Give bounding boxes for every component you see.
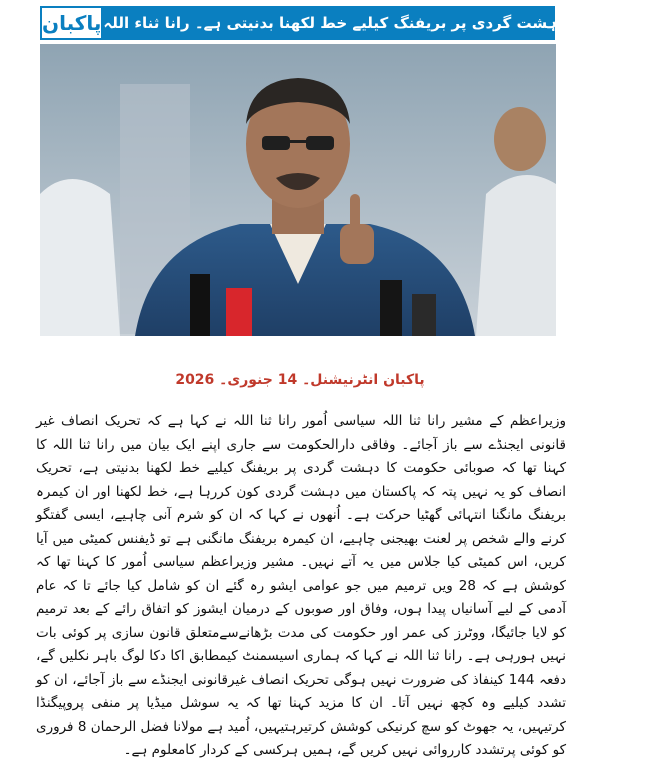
headline-text: حکومت کا دہشت گردی پر بریفنگ کیلیے خط لکھنا بدنیتی ہے۔ رانا ثناء اللہ bbox=[103, 14, 643, 32]
article-body: وزیراعظم کے مشیر رانا ثنا اللہ سیاسی اُمور رانا ثنا اللہ نے کہا ہے کہ تحریک انصاف غیر قانونی ایجنڈے سے باز آجائے۔ وفاقی دارالحکومت سے جاری اپنے ایک بیان میں رانا ثنا اللہ کا کہنا تھا کہ صوبائی حکومت کا دہشت گردی پر بریفنگ کیلیے خط لکھنا بدنیتی ہے، تحریک انصاف کو یہ نہیں پتہ کہ پاکستان میں دہشت گردی کون کررہا ہے، خط لکھنا اور ان کیمرہ بریفنگ مانگنا انتہائی گھٹیا حرکت ہے۔ اُنھوں نے کہا کہ ان کو شرم آنی چاہیے، ایسی گفتگو کرنے والے شخص پر لعنت بھیجنی چاہیے، ان کیمرہ بریفنگ مانگنی ہے تو ڈیفنس کمیٹی میں آیا کریں، اس کمیٹی کیا جلاس میں یہ آتے نہیں۔ مشیر وزیراعظم سیاسی اُمور کا کہنا تھا کہ کوشش ہے کہ 28 ویں ترمیم میں جو عوامی ایشو رہ گئے ان کو شامل کیا جائے تا کہ عام آدمی کے لیے آسانیاں پیدا ہوں، وفاق اور صوبوں کے درمیان ایشوز کو اتفاق رائے کے بعد ترمیم کو لایا جائیگا، ووٹرز کی عمر اور حکومت کی مدت بڑھانےسےمتعلق قانون سازی پر کوئی بات نہیں ہورہی ہے۔ رانا ثنا اللہ نے کہا کہ ہماری اسیسمنٹ کیمطابق اکا دکا لوگ باہر نکلیں گے، دفعہ 144 کینفاذ کی ضرورت نہیں ہوگی تحریک انصاف غیرقانونی ایجنڈے سے باز آجائے، ان کو تشدد کیلیے وہ کچھ نہیں آتا۔ ان کا مزید کہنا تھا کہ یہ سوشل میڈیا پر منفی پروپیگنڈا کرتیہیں، یہ جھوٹ کو سچ کرنیکی کوشش کرتیرہتیہیں، اُمید ہے مولانا فضل الرحمان 8 فروری کو کوئی پرتشدد کارروائی نہیں کریں گے، ہمیں ہرکسی کے کردار کامعلوم ہے۔ bbox=[36, 413, 566, 758]
brand-logo[interactable] bbox=[40, 6, 103, 40]
headline-banner bbox=[40, 6, 643, 40]
article-photo bbox=[40, 44, 556, 336]
photo-illustration bbox=[40, 44, 556, 336]
dateline: پاکبان انٹرنیشنل۔ 14 جنوری۔ 2026 bbox=[175, 372, 425, 388]
brand-name: پاکبان bbox=[42, 11, 102, 35]
